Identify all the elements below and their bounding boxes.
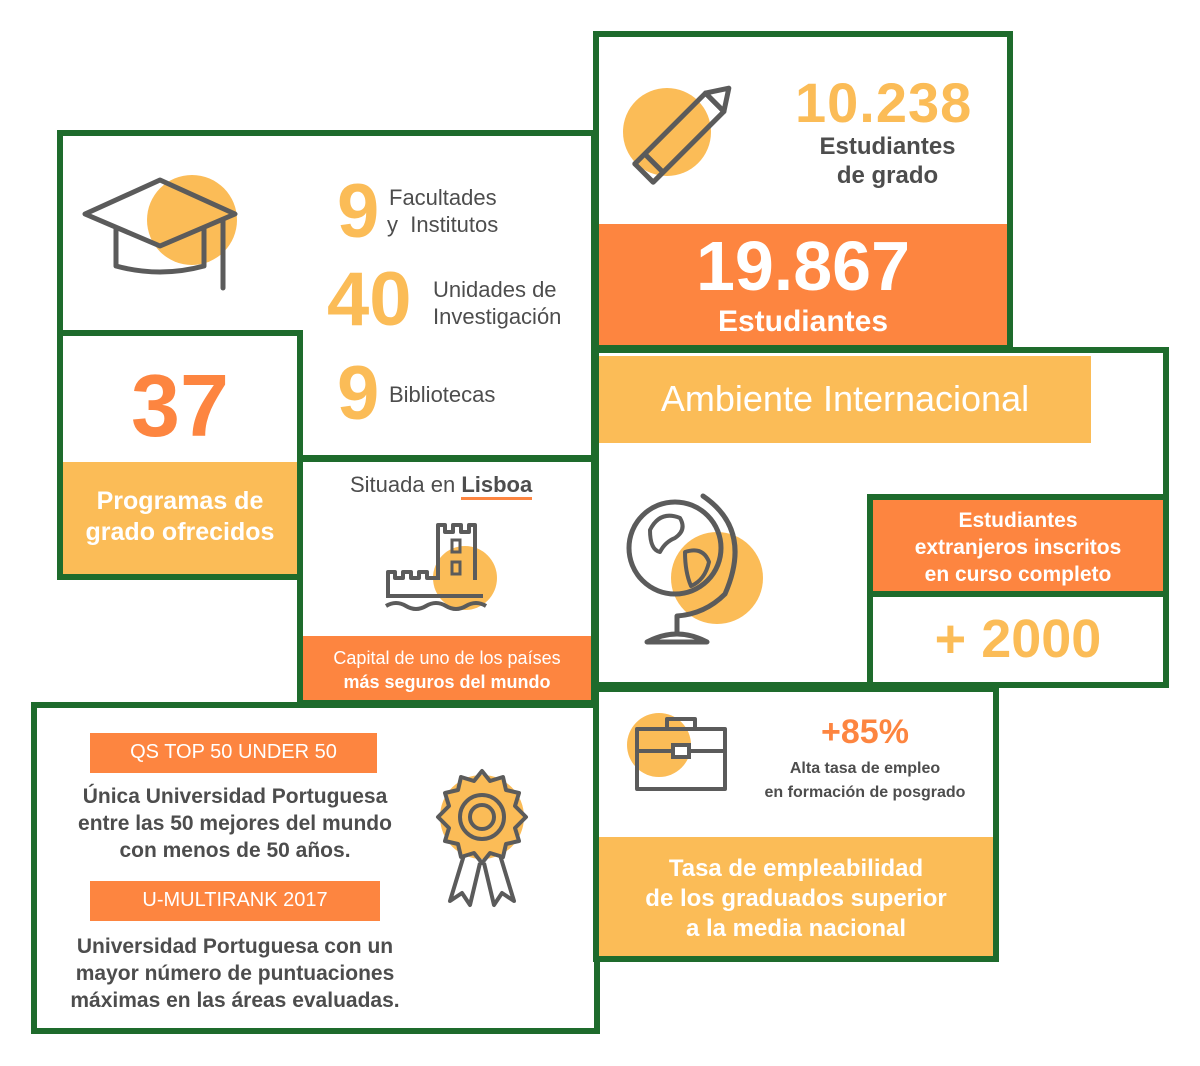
foreign-count: + 2000 [934, 609, 1102, 669]
total-students-number: 19.867 [695, 227, 911, 305]
award-ribbon-icon [430, 765, 540, 915]
location-caption-line1: Capital de uno de los países [333, 648, 561, 668]
um-line3: máximas en las áreas evaluadas. [70, 989, 400, 1012]
research-number: 40 [327, 257, 412, 342]
graduation-cap-icon [80, 170, 250, 300]
programs-number: 37 [131, 356, 229, 455]
grad-students-label-line1: Estudiantes [819, 133, 956, 160]
qs-line3: con menos de 50 años. [119, 839, 351, 862]
faculties-line1: Facultades [389, 185, 497, 210]
faculties-line2: y Institutos [387, 212, 499, 237]
foreign-line1: Estudiantes [958, 509, 1078, 532]
international-title: Ambiente Internacional [660, 378, 1030, 419]
grad-students-number: 10.238 [795, 71, 973, 134]
employability-line1: Tasa de empleabilidad [668, 855, 924, 882]
globe-icon [625, 490, 775, 650]
total-students-label: Estudiantes [717, 305, 889, 338]
um-line2: mayor número de puntuaciones [75, 962, 395, 985]
location-prefix: Situada en [350, 472, 462, 497]
foreign-line2: extranjeros inscritos [914, 536, 1122, 559]
employment-line2: en formación de posgrado [764, 784, 966, 801]
um-line1: Universidad Portuguesa con un [76, 935, 394, 958]
um-label: U-MULTIRANK 2017 [142, 889, 328, 911]
programs-line2: grado ofrecidos [85, 518, 275, 546]
location-heading [350, 472, 532, 498]
qs-label: QS TOP 50 UNDER 50 [130, 741, 337, 763]
location-caption-line2: más seguros del mundo [343, 672, 551, 692]
location-city: Lisboa [461, 472, 532, 500]
research-line2: Investigación [433, 304, 562, 329]
employability-line2: de los graduados superior [645, 885, 947, 912]
programs-line1: Programas de [96, 487, 264, 515]
faculties-number: 9 [337, 169, 380, 254]
research-line1: Unidades de [433, 277, 557, 302]
qs-line1: Única Universidad Portuguesa [82, 785, 388, 808]
grad-students-label-line2: de grado [836, 162, 939, 189]
pencil-icon [615, 70, 755, 200]
castle-icon [383, 520, 503, 620]
libraries-label: Bibliotecas [389, 382, 496, 407]
employment-line1: Alta tasa de empleo [789, 760, 941, 777]
foreign-line3: en curso completo [924, 563, 1112, 586]
libraries-number: 9 [337, 351, 380, 436]
qs-line2: entre las 50 mejores del mundo [78, 812, 392, 835]
foreign-divider [867, 591, 1169, 597]
briefcase-icon [615, 705, 735, 805]
employability-line3: a la media nacional [685, 915, 907, 942]
employment-percent: +85% [821, 713, 909, 751]
